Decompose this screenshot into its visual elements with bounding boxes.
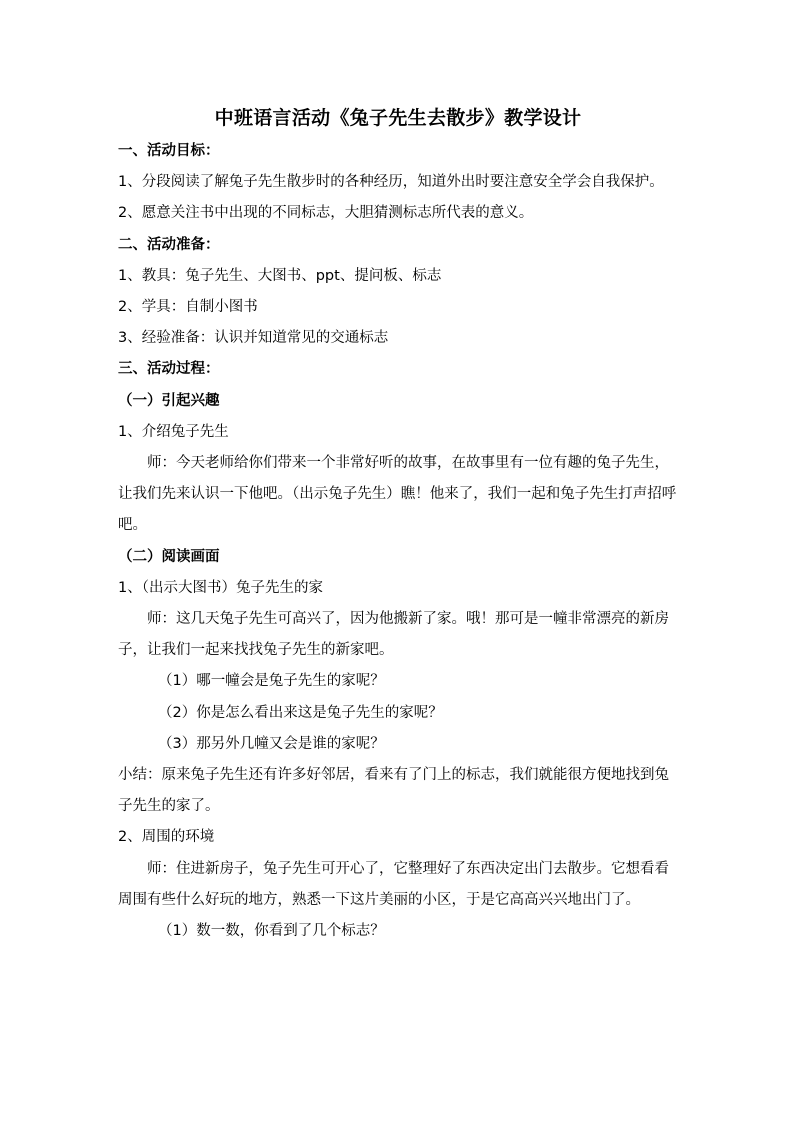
section-heading-process: 三、活动过程： <box>118 361 220 378</box>
step-label: 1、介绍兔子先生 <box>118 423 229 440</box>
section-heading-goals: 一、活动目标： <box>118 143 220 159</box>
teacher-paragraph: 师：今天老师给你们带来一个非常好听的故事，在故事里有一位有趣的兔子先生，让我们先来认识一下他吧。（出示兔子先生）瞧！他来了，我们一起和兔子先生打声招呼吧。 <box>118 455 677 534</box>
teacher-paragraph: 师：住进新房子，兔子先生可开心了，它整理好了东西决定出门去散步。它想看看周围有些什么好玩的地方，熟悉一下这片美丽的小区，于是它高高兴兴地出门了。 <box>118 860 669 908</box>
question-item: （2）你是怎么看出来这是兔子先生的家呢？ <box>158 704 443 721</box>
preparation-item: 2、学具：自制小图书 <box>118 299 258 316</box>
goal-item: 1、分段阅读了解兔子先生散步时的各种经历，知道外出时要注意安全学会自我保护。 <box>118 174 664 191</box>
document-body <box>118 100 678 947</box>
subsection-heading-reading: （二）阅读画面 <box>118 548 220 565</box>
section-heading-preparation: 二、活动准备： <box>118 236 220 253</box>
teacher-paragraph: 师：这几天兔子先生可高兴了，因为他搬新了家。哦！那可是一幢非常漂亮的新房子，让我们一起来找找兔子先生的新家吧。 <box>118 611 669 659</box>
subsection-heading-interest: （一）引起兴趣 <box>118 392 220 409</box>
question-item: （1）数一数，你看到了几个标志？ <box>158 923 385 940</box>
question-item: （1）哪一幢会是兔子先生的家呢？ <box>158 673 385 690</box>
preparation-item: 1、教具：兔子先生、大图书、ppt、提问板、标志 <box>118 267 442 284</box>
preparation-item: 3、经验准备：认识并知道常见的交通标志 <box>118 330 389 347</box>
summary-paragraph: 小结：原来兔子先生还有许多好邻居，看来有了门上的标志，我们就能很方便地找到兔子先生的家了。 <box>118 767 669 815</box>
question-item: （3）那另外几幢又会是谁的家呢？ <box>158 735 385 752</box>
goal-item: 2、愿意关注书中出现的不同标志，大胆猜测标志所代表的意义。 <box>118 205 534 222</box>
step-label: 2、周围的环境 <box>118 829 215 846</box>
page-title: 中班语言活动《兔子先生去散步》教学设计 <box>214 107 582 129</box>
step-label: 1、（出示大图书）兔子先生的家 <box>118 579 323 596</box>
